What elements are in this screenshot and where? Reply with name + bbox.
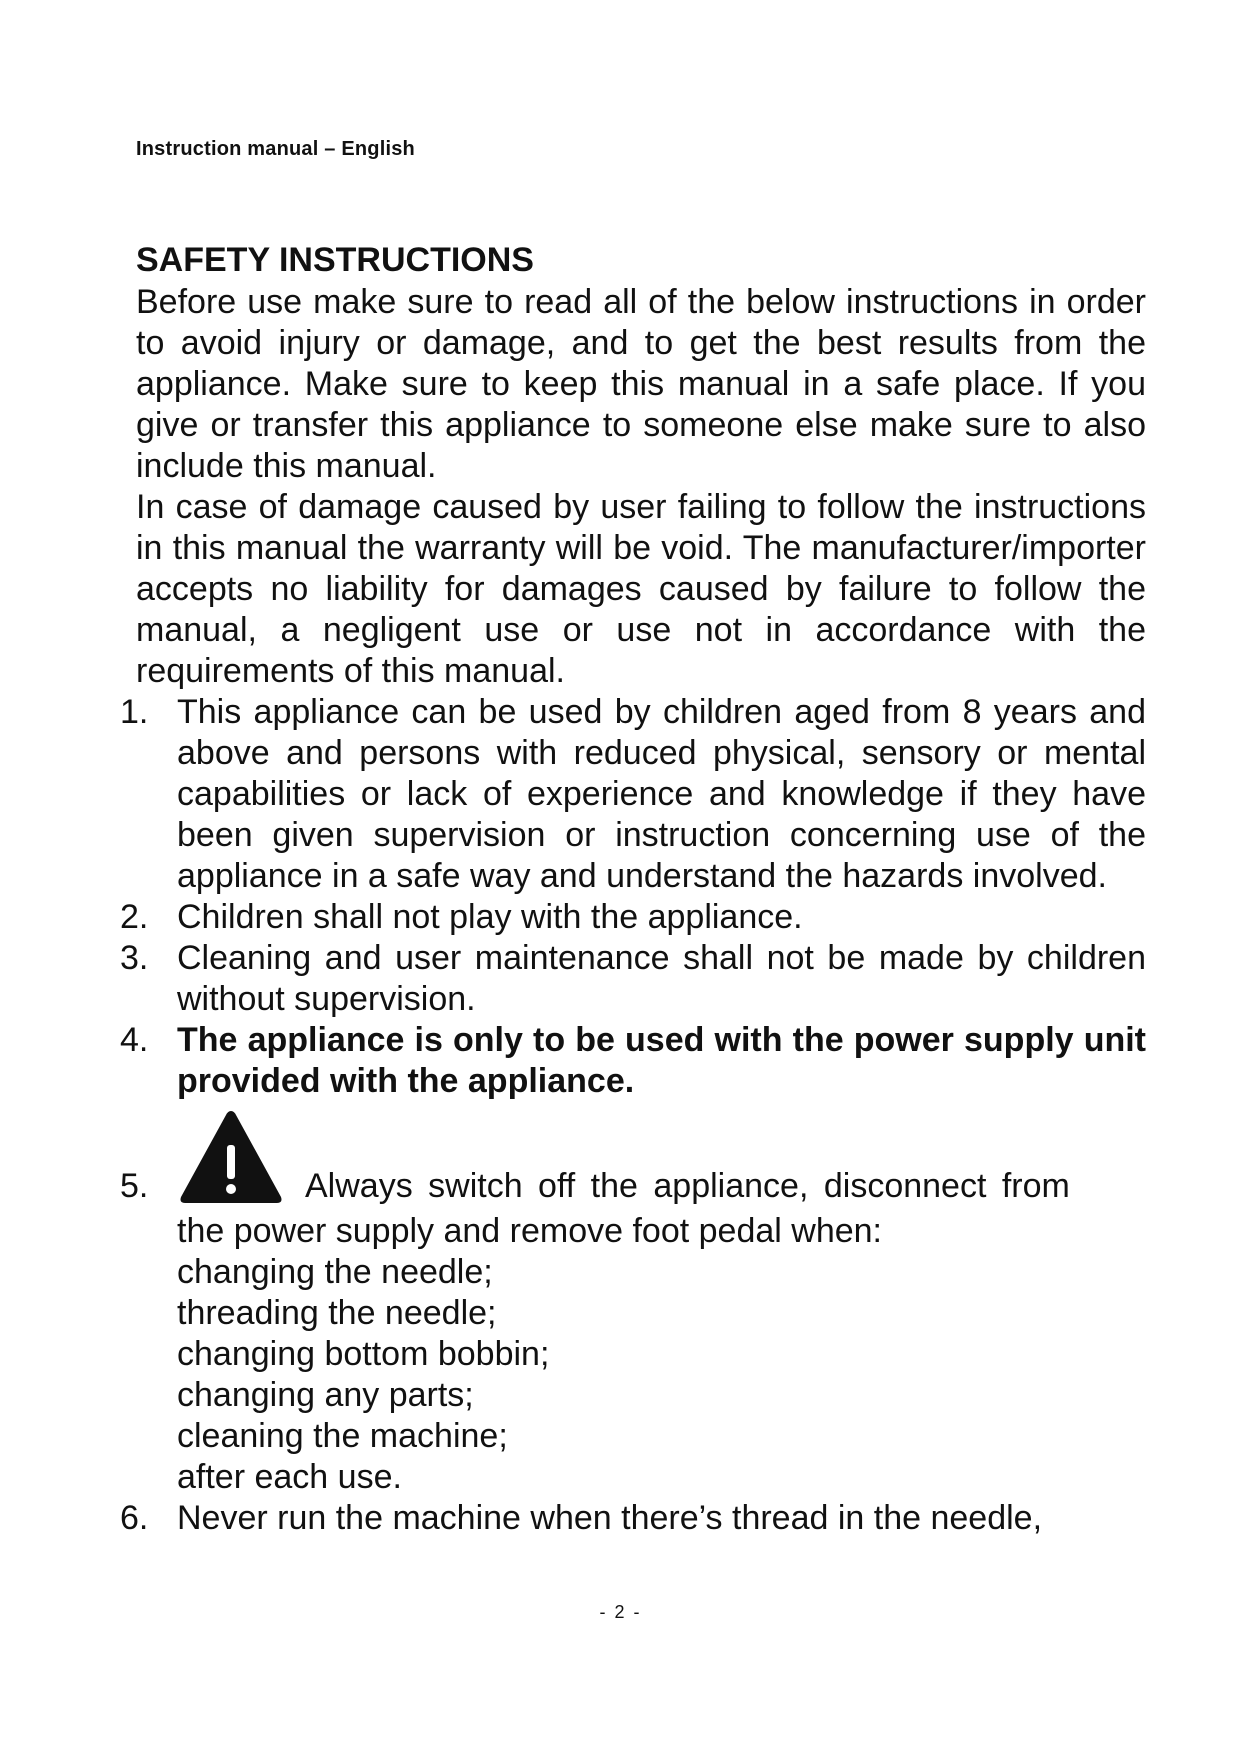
sub-list-item: changing any parts; <box>177 1376 474 1414</box>
list-item-number: 4. <box>120 1021 149 1059</box>
list-item <box>120 897 1146 938</box>
list-item-warning <box>120 1102 1146 1498</box>
list-item-number: 5. <box>120 1167 149 1205</box>
list-item-number: 1. <box>120 693 149 731</box>
list-item <box>120 938 1146 1020</box>
section-title: SAFETY INSTRUCTIONS <box>136 241 534 279</box>
warning-continuation: the power supply and remove foot pedal when: <box>177 1212 883 1250</box>
page-number: - 2 - <box>599 1602 642 1622</box>
sub-list-item: changing the needle; <box>177 1253 493 1291</box>
warning-body <box>177 1211 1146 1498</box>
warranty-paragraph: In case of damage caused by user failing to follow the instructions in this manual the warranty will be void. The manufacturer/importer accepts no liability for damages caused by failure to follow the manual, a negligent use or use not in accordance with the requirements of this manual. <box>136 488 1146 690</box>
list-item <box>120 1020 1146 1102</box>
list-item-number: 6. <box>120 1499 149 1537</box>
intro-paragraph: Before use make sure to read all of the below instructions in order to avoid injury or damage, and to get the best results from the appliance. Make sure to keep this manual in a safe place. If you give or transfer this appliance to someone else make sure to also include this manual. <box>136 283 1146 485</box>
sub-list-item: after each use. <box>177 1458 402 1496</box>
safety-list <box>120 692 1146 1539</box>
warning-lead-text: Always switch off the appliance, disconnect from <box>305 1167 1070 1205</box>
list-item <box>120 692 1146 897</box>
list-item <box>120 1498 1146 1539</box>
warning-row <box>120 1102 1146 1207</box>
list-item-text: Never run the machine when there’s thread in the needle, <box>177 1499 1043 1537</box>
sub-list-item: threading the needle; <box>177 1294 497 1332</box>
sub-list-item: cleaning the machine; <box>177 1417 508 1455</box>
warning-triangle-icon <box>177 1107 285 1207</box>
list-item-number: 3. <box>120 939 149 977</box>
list-item-text: Children shall not play with the appliance. <box>177 898 803 936</box>
list-item-text: Cleaning and user maintenance shall not be made by children without supervision. <box>177 939 1146 1018</box>
sub-list-item: changing bottom bobbin; <box>177 1335 550 1373</box>
document-header: Instruction manual – English <box>136 138 415 160</box>
list-item-text: This appliance can be used by children aged from 8 years and above and persons with reduced physical, sensory or mental capabilities or lack of experience and knowledge if they have been given supervision or instruction concerning use of the appliance in a safe way and understand the hazards involved. <box>177 693 1146 895</box>
list-item-text-bold: The appliance is only to be used with the power supply unit provided with the appliance. <box>177 1021 1146 1100</box>
list-item-number: 2. <box>120 898 149 936</box>
safety-section <box>120 238 1146 1539</box>
